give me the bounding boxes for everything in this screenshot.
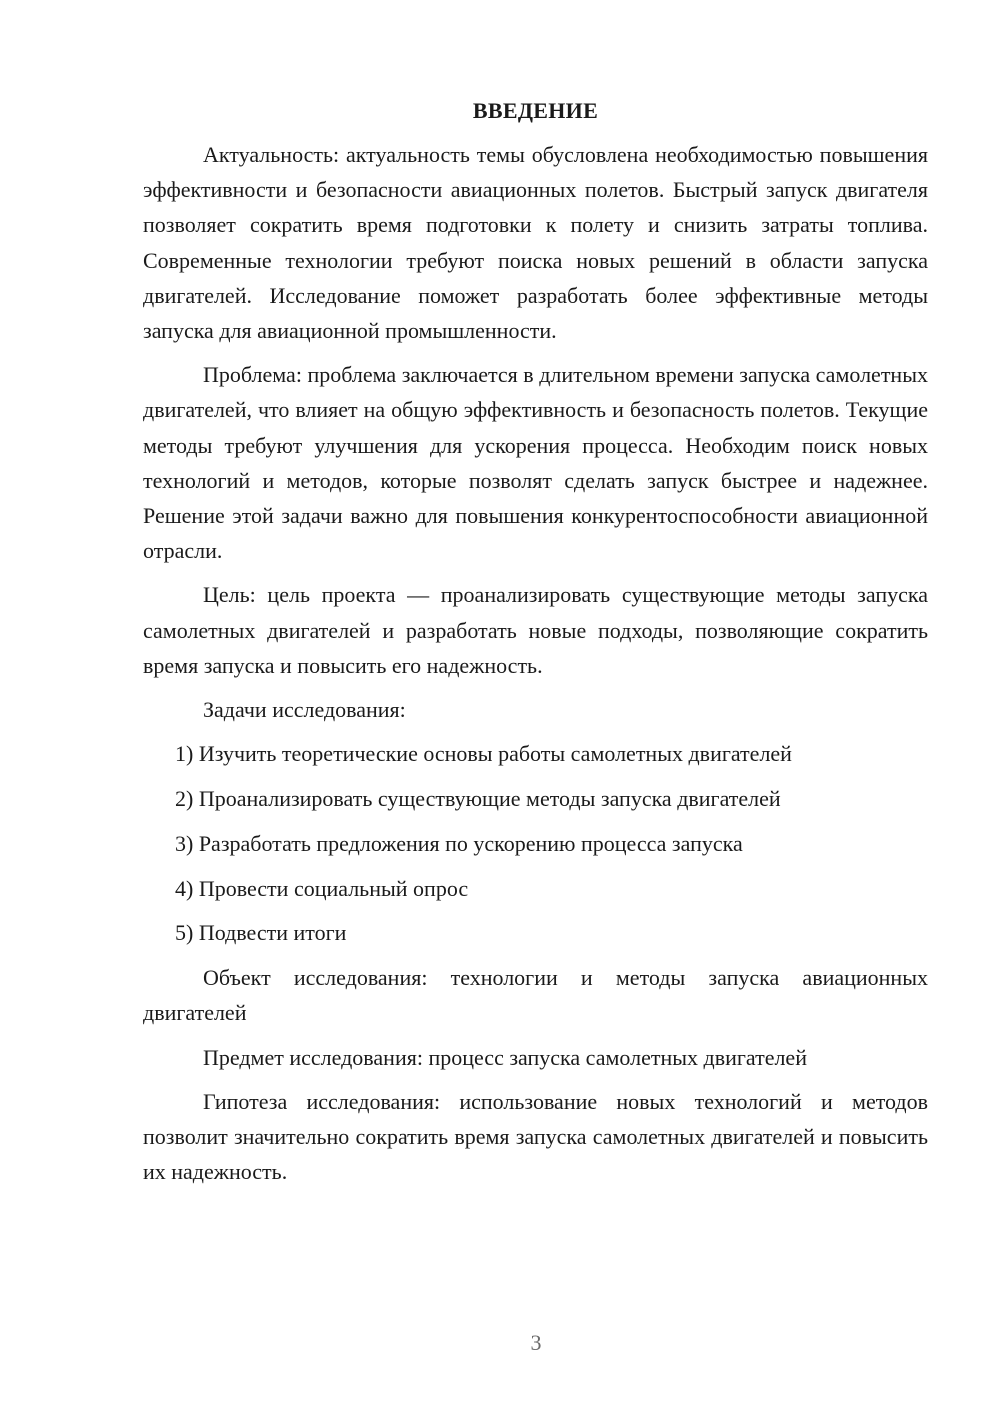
goal-paragraph: Цель: цель проекта — проанализировать существующие методы запуска самолетных двигателей и разработать новые подходы, позволяющие сократить время запуска и повысить его надежность. (143, 582, 928, 678)
tasks-label: Задачи исследования: (203, 697, 406, 723)
hypothesis-paragraph: Гипотеза исследования: использование новых технологий и методов позволит значительно сократить время запуска самолетных двигателей и повысить их надежность. (143, 1088, 928, 1185)
section-title: ВВЕДЕНИЕ (472, 98, 599, 123)
page-number: 3 (530, 1330, 542, 1355)
subject-paragraph: Предмет исследования: процесс запуска самолетных двигателей (203, 1044, 807, 1070)
task-item-3: 3) Разработать предложения по ускорению процесса запуска (175, 830, 743, 856)
page-content (143, 93, 928, 1198)
task-item-2: 2) Проанализировать существующие методы запуска двигателей (175, 786, 781, 812)
object-paragraph: Объект исследования: технологии и методы запуска авиационных двигателей (143, 965, 928, 1026)
task-item-4: 4) Провести социальный опрос (175, 875, 469, 901)
tasks-list (143, 736, 928, 950)
relevance-paragraph: Актуальность: актуальность темы обусловлена необходимостью повышения эффективности и безопасности авиационных полетов. Быстрый запуск двигателя позволяет сократить время подготовки к полету и снизить затраты топлива. Современные технологии требуют поиска новых решений в области запуска двигателей. Исследование поможет разработать более эффективные методы запуска для авиационной промышленности. (143, 142, 928, 344)
task-item-5: 5) Подвести итоги (175, 920, 347, 946)
problem-paragraph: Проблема: проблема заключается в длительном времени запуска самолетных двигателей, что влияет на общую эффективность и безопасность полетов. Текущие методы требуют улучшения для ускорения процесса. Необходим поиск новых технологий и методов, которые позволят сделать запуск быстрее и надежнее. Решение этой задачи важно для повышения конкурентоспособности авиационной отрасли. (143, 362, 928, 564)
task-item-1: 1) Изучить теоретические основы работы самолетных двигателей (175, 741, 792, 767)
